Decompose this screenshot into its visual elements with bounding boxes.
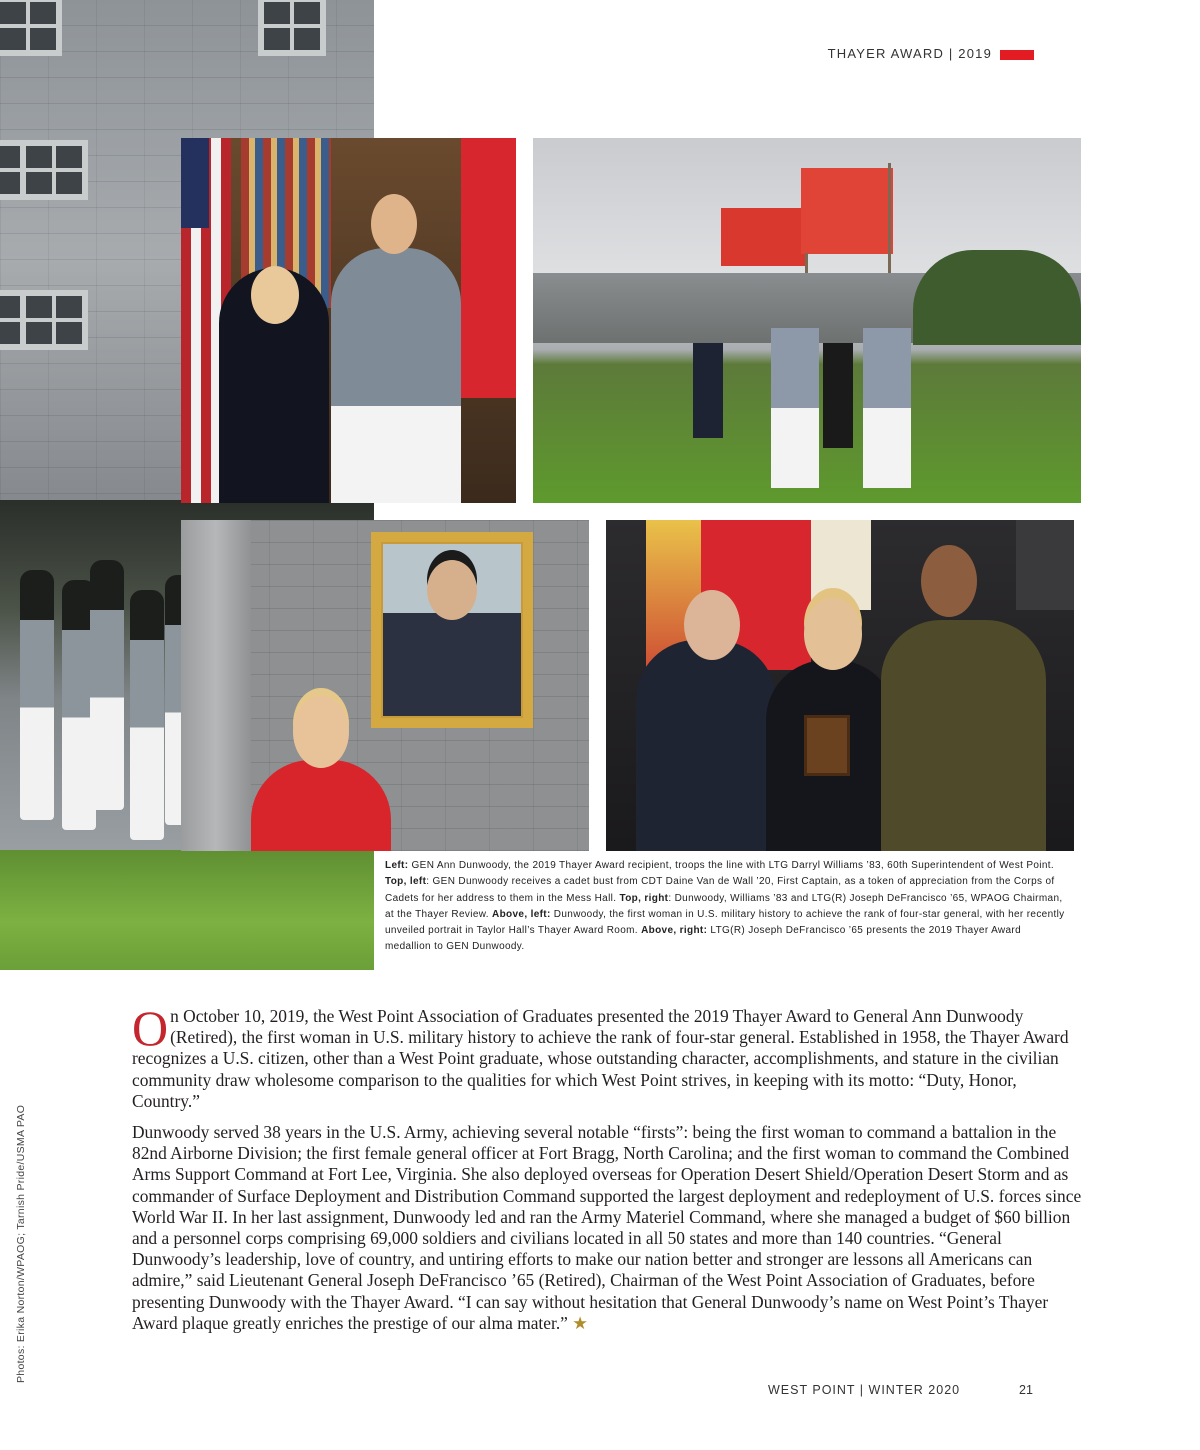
face	[371, 194, 417, 254]
lamp	[1016, 520, 1074, 610]
page-number: 21	[1019, 1383, 1033, 1397]
portrait-photo	[181, 520, 589, 851]
caption-label: Top, left	[385, 876, 427, 888]
paragraph-text: Dunwoody served 38 years in the U.S. Army, achieving several notable “firsts”: being the first woman to command a battalion in the 82nd Airborne Division; the first female general officer at Fort Bragg, North Carolina; and the first woman to command the Combined Arms Support Command at Fort Lee, Virginia. She also deployed overseas for Operation Desert Shield/Operation Desert Storm and as commander of Surface Deployment and Distribution Command supported the largest deployment and redeployment of U.S. forces since World War II. In her last assignment, Dunwoody led and ran the Army Materiel Command, where she managed a budget of $60 billion and a personnel corps comprising 69,000 soldiers and civilians located in all 50 states and more than 140 countries. “General Dunwoody’s leadership, love of country, and untiring efforts to make our nation better and stronger are lessons all Americans can admire,” said Lieutenant General Joseph DeFrancisco ’65 (Retired), Chairman of the West Point Association of Graduates, before presenting Dunwoody with the Thayer Award. “I can say without hesitation that General Dunwoody’s name on West Point’s Thayer Award plaque greatly enriches the prestige of our alma mater.”	[132, 1122, 1082, 1333]
section-header	[820, 46, 1034, 66]
cadet	[20, 570, 54, 820]
photo-credit: Photos: Erika Norton/WPAOG; Tarnish Pride/USMA PAO	[15, 1104, 27, 1383]
face	[684, 590, 740, 660]
window	[20, 140, 88, 200]
caption-label: Left:	[385, 860, 409, 871]
article-body	[132, 1000, 1087, 1344]
medallion-case	[804, 715, 850, 776]
cadet	[130, 590, 164, 840]
stone-column	[181, 520, 251, 851]
portrait-face	[427, 560, 477, 620]
article-paragraph	[132, 1000, 1087, 1112]
cadet	[771, 328, 819, 488]
general-uniform	[881, 620, 1046, 851]
paragraph-text: n October 10, 2019, the West Point Association of Graduates presented the 2019 Thayer Award to General Ann Dunwoody (Retired), the first woman in U.S. military history to achieve the rank of four-star general. Established in 1958, the Thayer Award recognizes a U.S. citizen, other than a West Point graduate, whose outstanding character, accomplishments, and stature in the civilian community draw wholesome comparison to the qualities for which West Point strives, in keeping with its motto: “Duty, Honor, Country.”	[132, 1006, 1069, 1111]
photo-caption	[385, 858, 1065, 956]
red-flag	[721, 208, 807, 266]
flag-canton	[181, 138, 209, 228]
caption-label: Above, left:	[492, 908, 551, 920]
caption-text: GEN Ann Dunwoody, the 2019 Thayer Award recipient, troops the line with LTG Darryl Williams ’83, 60th Superintendent of West Point.	[408, 860, 1055, 871]
cadet	[863, 328, 911, 488]
cadet-figure	[331, 248, 461, 503]
caption-label: Top, right	[619, 892, 669, 904]
window	[258, 0, 326, 56]
section-title: THAYER AWARD | 2019	[827, 46, 992, 61]
face	[251, 266, 299, 324]
face	[804, 598, 862, 670]
medallion-photo	[606, 520, 1074, 851]
thayer-review-photo	[533, 138, 1081, 503]
white-flag	[811, 520, 871, 610]
person	[823, 343, 853, 448]
star-icon: ★	[572, 1312, 588, 1333]
accent-bar	[1000, 50, 1034, 60]
red-flag	[801, 168, 893, 254]
window	[0, 0, 62, 56]
face	[293, 696, 349, 768]
red-flag	[461, 138, 516, 398]
caption-text: : Dunwoody, Williams ’83 and LTG(R) Joseph DeFrancisco ’65, WPAOG Chairman, at the Thayer Review.	[385, 892, 1063, 920]
woman-red-jacket	[251, 760, 391, 851]
caption-text: LTG(R) Joseph DeFrancisco ’65 presents the 2019 Thayer Award medallion to GEN Dunwoody.	[385, 925, 1021, 953]
parade-lawn	[0, 850, 374, 970]
caption-text: Dunwoody, the first woman in U.S. military history to achieve the rank of four-star general, with her recently unveiled portrait in Taylor Hall’s Thayer Award Room.	[385, 908, 1065, 937]
drop-cap: O	[132, 1000, 169, 1056]
caption-label: Above, right:	[641, 925, 708, 937]
window	[20, 290, 88, 350]
person	[693, 343, 723, 438]
publication-footer: WEST POINT | WINTER 2020	[768, 1383, 961, 1397]
caption-text: : GEN Dunwoody receives a cadet bust from CDT Daine Van de Wall ’20, First Captain, as a token of appreciation from the Corps of Cadets for her address to them in the Mess Hall.	[385, 876, 1055, 904]
hillside-trees	[913, 250, 1081, 345]
article-paragraph	[132, 1122, 1087, 1334]
cadet-bust-photo	[181, 138, 516, 503]
face	[921, 545, 977, 617]
man-suit	[636, 640, 776, 851]
cadet	[90, 560, 124, 810]
